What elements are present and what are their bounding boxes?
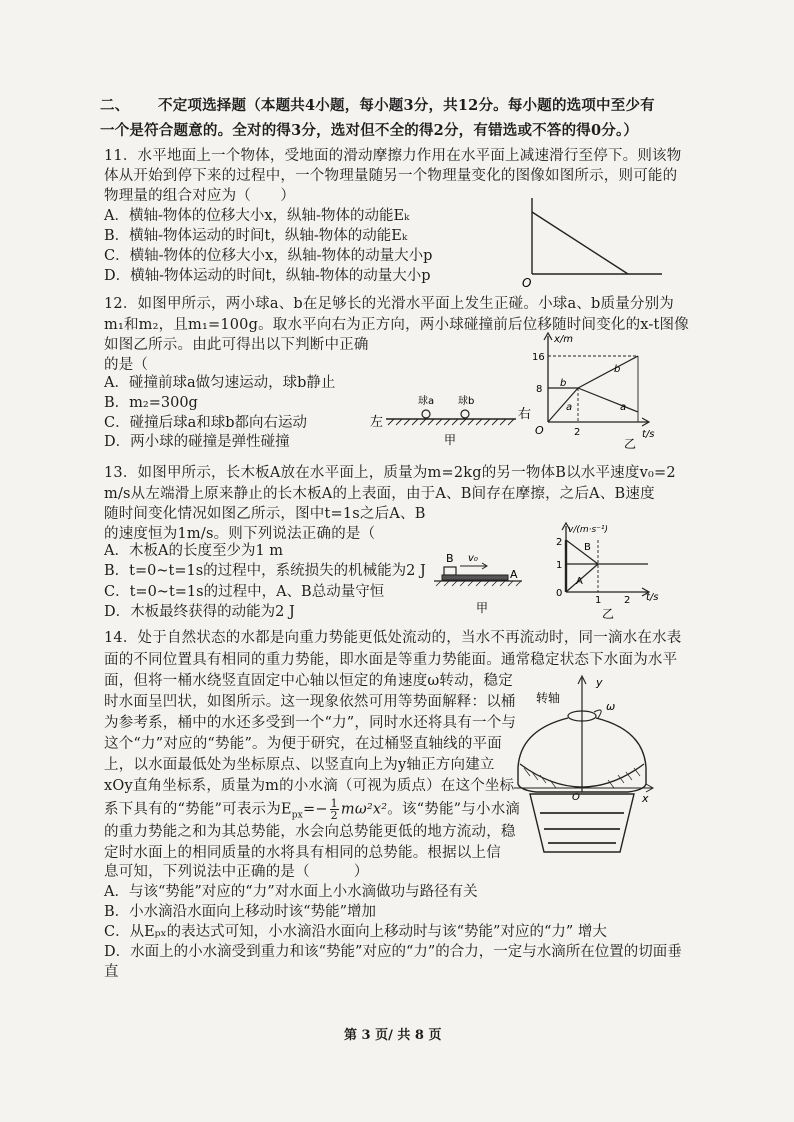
q12-origin: O — [535, 424, 544, 437]
q14-text-line5: 为参考系，桶中的水还多受到一个“力”，同时水还将具有一个与 — [104, 715, 517, 731]
q14-frac-num: 1 — [330, 797, 338, 810]
q13-label-b: B — [446, 552, 454, 565]
section-title-line1: 不定项选择题（本题共4小题，每小题3分，共12分。每小题的选项中至少有 — [158, 97, 655, 114]
q11-line — [532, 212, 628, 274]
q14-text-line4: 时水面呈凹状，如图所示。这一现象依然可用等势面解释：以桶 — [104, 694, 516, 710]
q13-text-line3: 随时间变化情况如图乙所示，图中t=1s之后A、B — [104, 506, 426, 522]
q12-ball-a — [422, 410, 430, 418]
q13-block-b — [444, 567, 456, 575]
q13-jia-caption: 甲 — [476, 601, 489, 615]
q12-label-a-before: a — [566, 402, 573, 413]
q12-ytick-8: 8 — [536, 384, 543, 395]
q13-y-label: v/(m·s⁻¹) — [568, 525, 609, 535]
q14-text-line3: 面，但将一桶水绕竖直固定中心轴以恒定的角速度ω转动，稳定 — [104, 673, 513, 689]
q11-graph — [518, 196, 666, 290]
q13-label-a: A — [510, 568, 518, 581]
q12-ball-b-label: 球b — [458, 396, 475, 407]
q12-right-label: 右 — [518, 407, 532, 422]
q12-xtick-2: 2 — [574, 427, 581, 438]
q13-ground-hatch — [436, 581, 521, 586]
q12-ball-b — [461, 410, 469, 418]
q12-yi-caption: 乙 — [624, 437, 637, 450]
q13-ytick-1: 1 — [556, 560, 563, 571]
q11-option-d: D．横轴-物体运动的时间t，纵轴-物体的动量大小p — [104, 268, 431, 284]
q14-bucket-figure — [506, 672, 656, 860]
q13-origin: 0 — [556, 588, 563, 599]
q11-origin-label: O — [522, 276, 532, 290]
q12-ball-a-label: 球a — [418, 396, 435, 407]
q13-plank-a — [442, 575, 508, 580]
q14-line9-post: 。该“势能”与小水滴 — [387, 801, 521, 818]
q14-text-line7: 上，以水面最低处为坐标原点、以竖直向上为y轴正方向建立 — [104, 757, 495, 773]
q14-line9-mid: mω²x² — [340, 801, 388, 818]
q13-label-a-line: A — [576, 576, 583, 587]
q12-line-a-after — [578, 388, 638, 412]
q13-xtick-1: 1 — [595, 595, 602, 606]
q12-option-d: D．两小球的碰撞是弹性碰撞 — [104, 434, 290, 450]
q13-text-line2: m/s从左端滑上原来静止的长木板A的上表面，由于A、B间存在摩擦，之后A、B速度 — [104, 486, 655, 502]
q12-text-line4: 的是（ — [104, 357, 149, 373]
q11-option-a: A．横轴-物体的位移大小x，纵轴-物体的动能Eₖ — [104, 208, 410, 224]
q13-option-c: C．t=0~t=1s的过程中，A、B总动量守恒 — [104, 584, 385, 600]
q14-base-speckle — [540, 812, 624, 844]
q12-line-a-before — [548, 388, 578, 422]
q11-text-line1: 11．水平地面上一个物体，受地面的滑动摩擦力作用在水平面上减速滑行至停下。则该物 — [104, 148, 682, 164]
q11-option-c: C．横轴-物体的位移大小x，纵轴-物体的动量大小p — [104, 248, 433, 264]
q11-text-line2: 体从开始到停下来的过程中，一个物理量随另一个物理量变化的图像如图所示，则可能的 — [104, 168, 678, 184]
q11-text-line3: 物理量的组合对应为（ ） — [104, 188, 296, 204]
q12-text-line3: 如图乙所示。由此可得出以下判断中正确 — [104, 337, 369, 353]
q13-ytick-2: 2 — [556, 537, 563, 548]
q12-label-b-before: b — [560, 378, 567, 389]
q12-ytick-16: 16 — [532, 352, 545, 363]
q12-ground-hatch — [388, 419, 514, 425]
q13-label-v0: v₀ — [468, 553, 478, 564]
q14-text-line6: 这个“力”对应的“势能”。为便于研究，在过桶竖直轴线的平面 — [104, 736, 502, 752]
q14-option-c: C．从Eₚₓ的表达式可知，小水滴沿水面向上移动时与该“势能”对应的“力” 增大 — [104, 924, 607, 940]
q13-xtick-2: 2 — [624, 595, 631, 606]
q14-text-line10: 的重力势能之和为其总势能，水会向总势能更低的地方流动，稳 — [104, 824, 516, 840]
q11-option-b: B．横轴-物体运动的时间t，纵轴-物体的动能Eₖ — [104, 228, 408, 244]
q13-option-b: B．t=0~t=1s的过程中，系统损失的机械能为2 J — [104, 563, 426, 579]
q12-label-a-after: a — [620, 402, 627, 413]
q14-origin-label: O — [572, 792, 580, 803]
q14-text-line1: 14．处于自然状态的水都是向重力势能更低处流动的，当水不再流动时，同一滴水在水表 — [104, 630, 682, 646]
q14-frac-den: 2 — [330, 809, 338, 822]
q12-text-line1: 12．如图甲所示，两小球a、b在足够长的光滑水平面上发生正碰。小球a、b质量分别为 — [104, 296, 675, 312]
q14-omega-label: ω — [606, 700, 616, 713]
q13-figure-jia — [430, 548, 530, 618]
q14-option-b: B．小水滴沿水面向上移动时该“势能”增加 — [104, 904, 376, 920]
q14-option-a: A．与该“势能”对应的“力”对水面上小水滴做功与路径有关 — [104, 884, 478, 900]
q12-x-label: t/s — [642, 429, 655, 440]
q14-fraction — [330, 798, 339, 821]
q13-option-a: A．木板A的长度至少为1 m — [104, 543, 284, 559]
q14-line9-pre: 系下具有的“势能”可表示为E — [104, 801, 292, 818]
q13-x-label: t/s — [646, 592, 659, 603]
q12-left-label: 左 — [370, 415, 384, 430]
q12-label-b-after: b — [614, 364, 621, 375]
section-title-line2: 一个是符合题意的。全对的得3分，选对但不全的得2分，有错选或不答的得0分。） — [100, 122, 639, 139]
q14-option-d-continued: 直 — [104, 964, 119, 980]
q12-option-b: B．m₂=300g — [104, 395, 198, 411]
q12-figure-jia — [368, 392, 538, 452]
q13-label-b-line: B — [584, 542, 591, 553]
q12-option-c: C．碰撞后球a和球b都向右运动 — [104, 415, 308, 431]
q13-yi-caption: 乙 — [602, 607, 615, 621]
q14-axis-label: 转轴 — [536, 691, 561, 705]
q14-line9-eq: =− — [302, 801, 328, 818]
q13-text-line1: 13．如图甲所示，长木板A放在水平面上，质量为m=2kg的另一物体B以水平速度v₀=2 — [104, 465, 676, 481]
q14-text-line11: 定时水面上的相同质量的水将具有相同的总势能。根据以上信 — [104, 845, 501, 861]
q14-x-label: x — [642, 792, 649, 805]
q12-figure-yi — [530, 330, 665, 450]
q12-jia-caption: 甲 — [444, 433, 457, 447]
q14-text-line12: 息可知，下列说法中正确的是（ ） — [104, 864, 369, 880]
q12-line-b-after — [578, 356, 638, 388]
q14-text-line8: xOy直角坐标系，质量为m的小水滴（可视为质点）在这个坐标 — [104, 778, 515, 794]
q13-line-b — [566, 540, 598, 564]
section-number: 二、 — [100, 97, 130, 114]
q13-figure-yi — [548, 520, 668, 624]
q13-text-line4: 的速度恒为1m/s。则下列说法正确的是（ — [104, 526, 376, 542]
q14-line9-sub: px — [291, 810, 303, 821]
q14-option-d: D．水面上的小水滴受到重力和该“势能”对应的“力”的合力，一定与水滴所在位置的切面垂 — [104, 944, 682, 960]
q12-option-a: A．碰撞前球a做匀速运动，球b静止 — [104, 375, 336, 391]
q14-y-label: y — [596, 676, 603, 689]
q12-y-label: x/m — [554, 334, 574, 345]
page-footer: 第 3 页/ 共 8 页 — [344, 1028, 442, 1043]
q13-option-d: D．木板最终获得的动能为2 J — [104, 604, 295, 620]
q14-text-line2: 面的不同位置具有相同的重力势能，即水面是等重力势能面。通常稳定状态下水面为水平 — [104, 652, 678, 668]
q12-text-line2: m₁和m₂，且m₁=100g。取水平向右为正方向，两小球碰撞前后位移随时间变化的x-t图像 — [104, 317, 689, 333]
